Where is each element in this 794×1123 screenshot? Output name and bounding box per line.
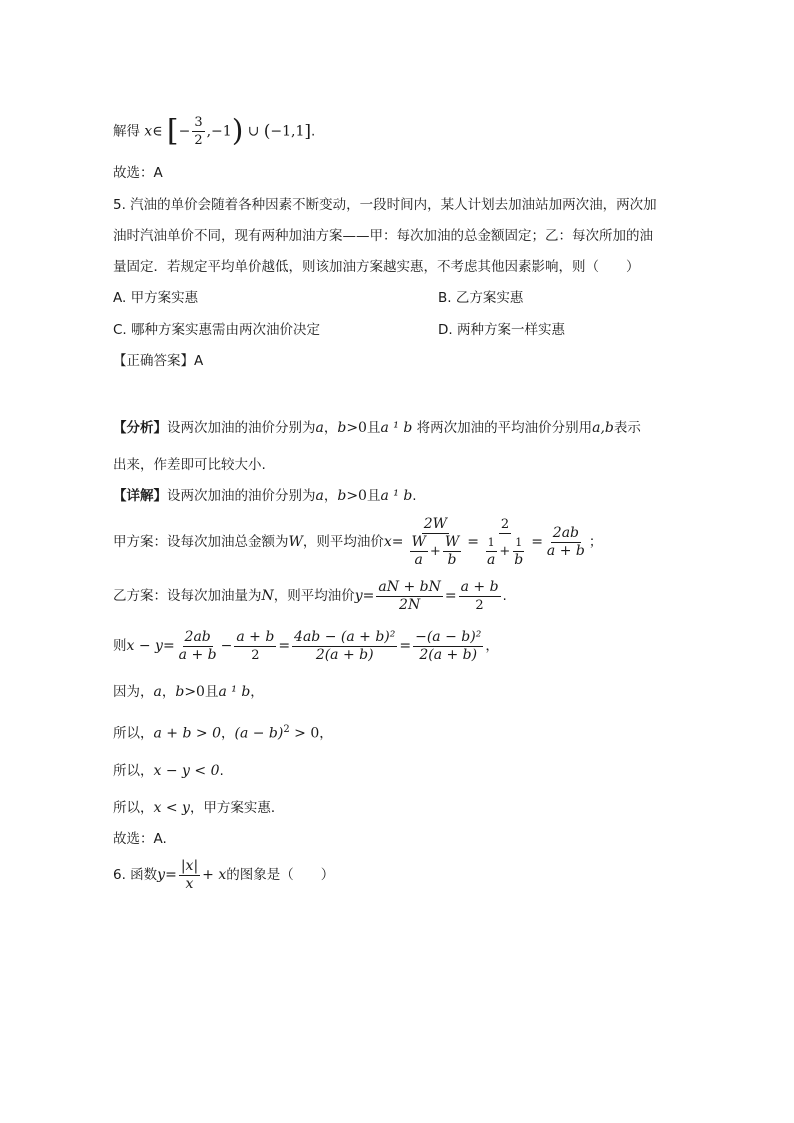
q5-plan-jia: 甲方案：设每次加油总金额为W，则平均油价x= 2W $\frac{W}{a}$ + $\frac{W}{b}$ = 2 $\frac{1}{a}$ + $\frac{1}{b}$ = $\frac{2ab}{a + b}$ ； (113, 515, 603, 568)
q5-so2: 所以，x − y < 0. (113, 763, 224, 779)
detail-label: 【详解】 (113, 488, 167, 504)
q5-option-b: B. 乙方案实惠 (438, 290, 524, 306)
jia-fraction-1: 2W $\frac{W}{a}$ + $\frac{W}{b}$ (411, 515, 460, 568)
solve-prefix: 解得 (113, 123, 140, 140)
interval-left-rest: ,−1 (206, 123, 232, 140)
q5-correct-answer: 【正确答案】A (113, 353, 204, 369)
q5-so3: 所以，x < y，甲方案实惠． (113, 800, 285, 816)
union-symbol: ∪ (247, 123, 260, 140)
interval-right: −1,1 (270, 123, 305, 140)
q5-answer: 故选：A. (113, 831, 167, 847)
q5-stem-line3: 量固定．若规定平均单价越低，则该加油方案越实惠，不考虑其他因素影响，则（ ） (113, 259, 640, 275)
q5-analysis-line1: 【分析】设两次加油的油价分别为a，b>0且a ¹ b 将两次加油的平均油价分别用a,b表示 (113, 420, 641, 436)
solution-interval-line: 解得 x∈ [− $\frac{3}{2}$ ,−1) ∪ (−1,1]. (113, 113, 316, 149)
q5-stem-line2: 油时汽油单价不同，现有两种加油方案——甲：每次加油的总金额固定；乙：每次所加的油 (113, 228, 653, 244)
prev-answer: 故选：A (113, 165, 163, 181)
analysis-label: 【分析】 (113, 420, 167, 436)
jia-fraction-3: $\frac{2ab}{a + b}$ (546, 524, 585, 559)
q6-stem: 6. 函数y= $\frac{|x|}{x}$ + x的图象是（ ） (113, 857, 335, 892)
q5-stem-line1: 5. 汽油的单价会随着各种因素不断变动，一段时间内，某人计划去加油站加两次油，两次加 (113, 197, 657, 213)
x-in: x∈ (144, 123, 163, 140)
q5-option-c: C. 哪种方案实惠需由两次油价决定 (113, 322, 321, 338)
q5-plan-yi: 乙方案：设每次加油量为N，则平均油价y= $\frac{aN + bN}{2N}$ = $\frac{a + b}{2}$ . (113, 578, 507, 613)
q5-so1: 所以，a + b > 0，$(a - b)^2 > 0$， (113, 724, 333, 742)
fraction: $\frac{3}{2}$ (194, 115, 203, 148)
right-paren: ) (231, 113, 244, 149)
jia-fraction-2: 2 $\frac{1}{a}$ + $\frac{1}{b}$ (486, 516, 524, 568)
q5-because: 因为，a，b>0且a ¹ b， (113, 684, 264, 700)
q5-detail-line: 【详解】设两次加油的油价分别为a，b>0且a ¹ b. (113, 488, 417, 504)
q5-option-a: A. 甲方案实惠 (113, 290, 199, 306)
yi-fraction-2: $\frac{a + b}{2}$ (460, 578, 499, 613)
q5-analysis-line2: 出来，作差即可比较大小. (113, 457, 266, 473)
left-square-bracket: [ (166, 113, 179, 149)
q6-fraction: $\frac{|x|}{x}$ (180, 857, 199, 892)
q5-difference: 则x − y= $\frac{2ab}{a + b}$ − $\frac{a + b}{2}$ = $\frac{\text{4ab − (a + b)²}}{2(a + b)}$ = $\frac{\text{−(a − b)²}}{2(a + b)}$ ， (113, 628, 499, 663)
q5-option-d: D. 两种方案一样实惠 (438, 322, 565, 338)
yi-fraction-1: $\frac{aN + bN}{2N}$ (378, 578, 441, 613)
